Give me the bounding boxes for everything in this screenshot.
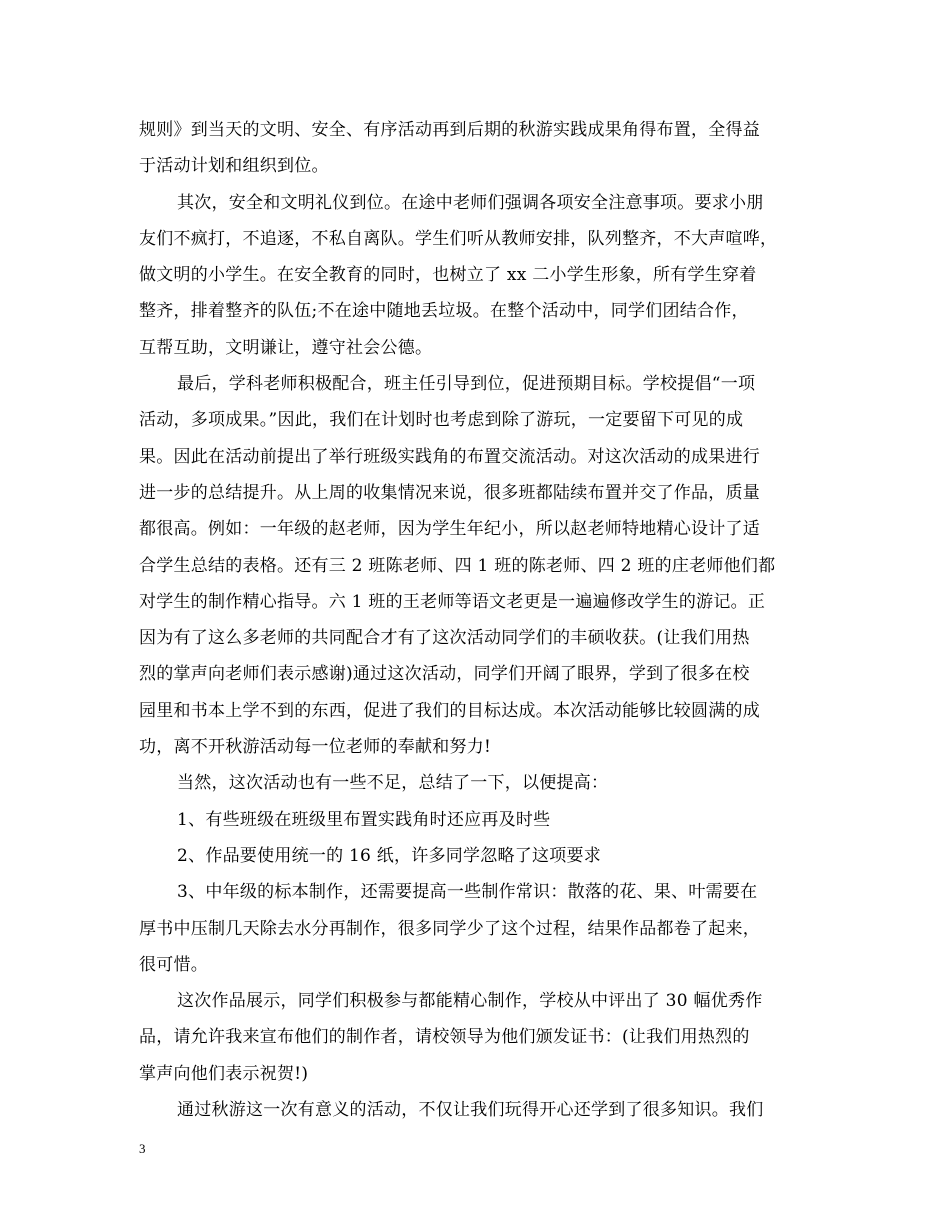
text-line: 功，离不开秋游活动每一位老师的奉献和努力! xyxy=(139,737,492,758)
paragraph-start-line: 这次作品展示，同学们积极参与都能精心制作，学校从中评出了 30 幅优秀作 xyxy=(177,991,763,1012)
text-line: 做文明的小学生。在安全教育的同时，也树立了 xx 二小学生形象，所有学生穿着 xyxy=(139,265,757,286)
text-line: 品，请允许我来宣布他们的制作者，请校领导为他们颁发证书：(让我们用热烈的 xyxy=(139,1027,750,1048)
text-line: 厚书中压制几天除去水分再制作，很多同学少了这个过程，结果作品都卷了起来， xyxy=(139,918,760,939)
text-line: 合学生总结的表格。还有三 2 班陈老师、四 1 班的陈老师、四 2 班的庄老师他们都 xyxy=(139,555,776,576)
text-line: 对学生的制作精心指导。六 1 班的王老师等语文老更是一遍遍修改学生的游记。正 xyxy=(139,591,766,612)
paragraph-start-line: 通过秋游这一次有意义的活动，不仅让我们玩得开心还学到了很多知识。我们 xyxy=(177,1100,764,1121)
text-line: 因为有了这么多老师的共同配合才有了这次活动同学们的丰硕收获。(让我们用热 xyxy=(139,628,750,649)
text-line: 进一步的总结提升。从上周的收集情况来说，很多班都陆续布置并交了作品，质量 xyxy=(139,482,760,503)
text-line: 于活动计划和组织到位。 xyxy=(139,156,329,177)
paragraph-start-line: 当然，这次活动也有一些不足，总结了一下，以便提高： xyxy=(177,773,609,794)
text-line: 很可惜。 xyxy=(139,954,208,975)
list-item: 2、作品要使用统一的 16 纸，许多同学忽略了这项要求 xyxy=(177,845,602,866)
text-line: 果。因此在活动前提出了举行班级实践角的布置交流活动。对这次活动的成果进行 xyxy=(139,446,760,467)
text-line: 活动，多项成果。”因此，我们在计划时也考虑到除了游玩，一定要留下可见的成 xyxy=(139,410,744,431)
text-line: 互帮互助，文明谦让，遵守社会公德。 xyxy=(139,337,433,358)
document-body xyxy=(139,112,819,1128)
text-line: 规则》到当天的文明、安全、有序活动再到后期的秋游实践成果角得布置，全得益 xyxy=(139,120,760,140)
text-line: 都很高。例如：一年级的赵老师，因为学生年纪小，所以赵老师特地精心设计了适 xyxy=(139,519,760,540)
text-line: 烈的掌声向老师们表示感谢)通过这次活动，同学们开阔了眼界，学到了很多在校 xyxy=(139,664,750,685)
paragraph-start-line: 其次，安全和文明礼仪到位。在途中老师们强调各项安全注意事项。要求小朋 xyxy=(177,192,764,213)
text-line: 园里和书本上学不到的东西，促进了我们的目标达成。本次活动能够比较圆满的成 xyxy=(139,700,760,721)
page-number: 3 xyxy=(139,1141,146,1156)
text-line: 友们不疯打，不追逐，不私自离队。学生们听从教师安排，队列整齐，不大声喧哗， xyxy=(139,228,778,249)
paragraph-start-line: 最后，学科老师积极配合，班主任引导到位，促进预期目标。学校提倡“一项 xyxy=(177,374,756,395)
list-item: 1、有些班级在班级里布置实践角时还应再及时些 xyxy=(177,809,551,830)
text-line: 整齐，排着整齐的队伍;不在途中随地丢垃圾。在整个活动中，同学们团结合作， xyxy=(139,301,749,322)
list-item: 3、中年级的标本制作，还需要提高一些制作常识：散落的花、果、叶需要在 xyxy=(177,882,758,903)
text-line: 掌声向他们表示祝贺!) xyxy=(139,1063,309,1084)
